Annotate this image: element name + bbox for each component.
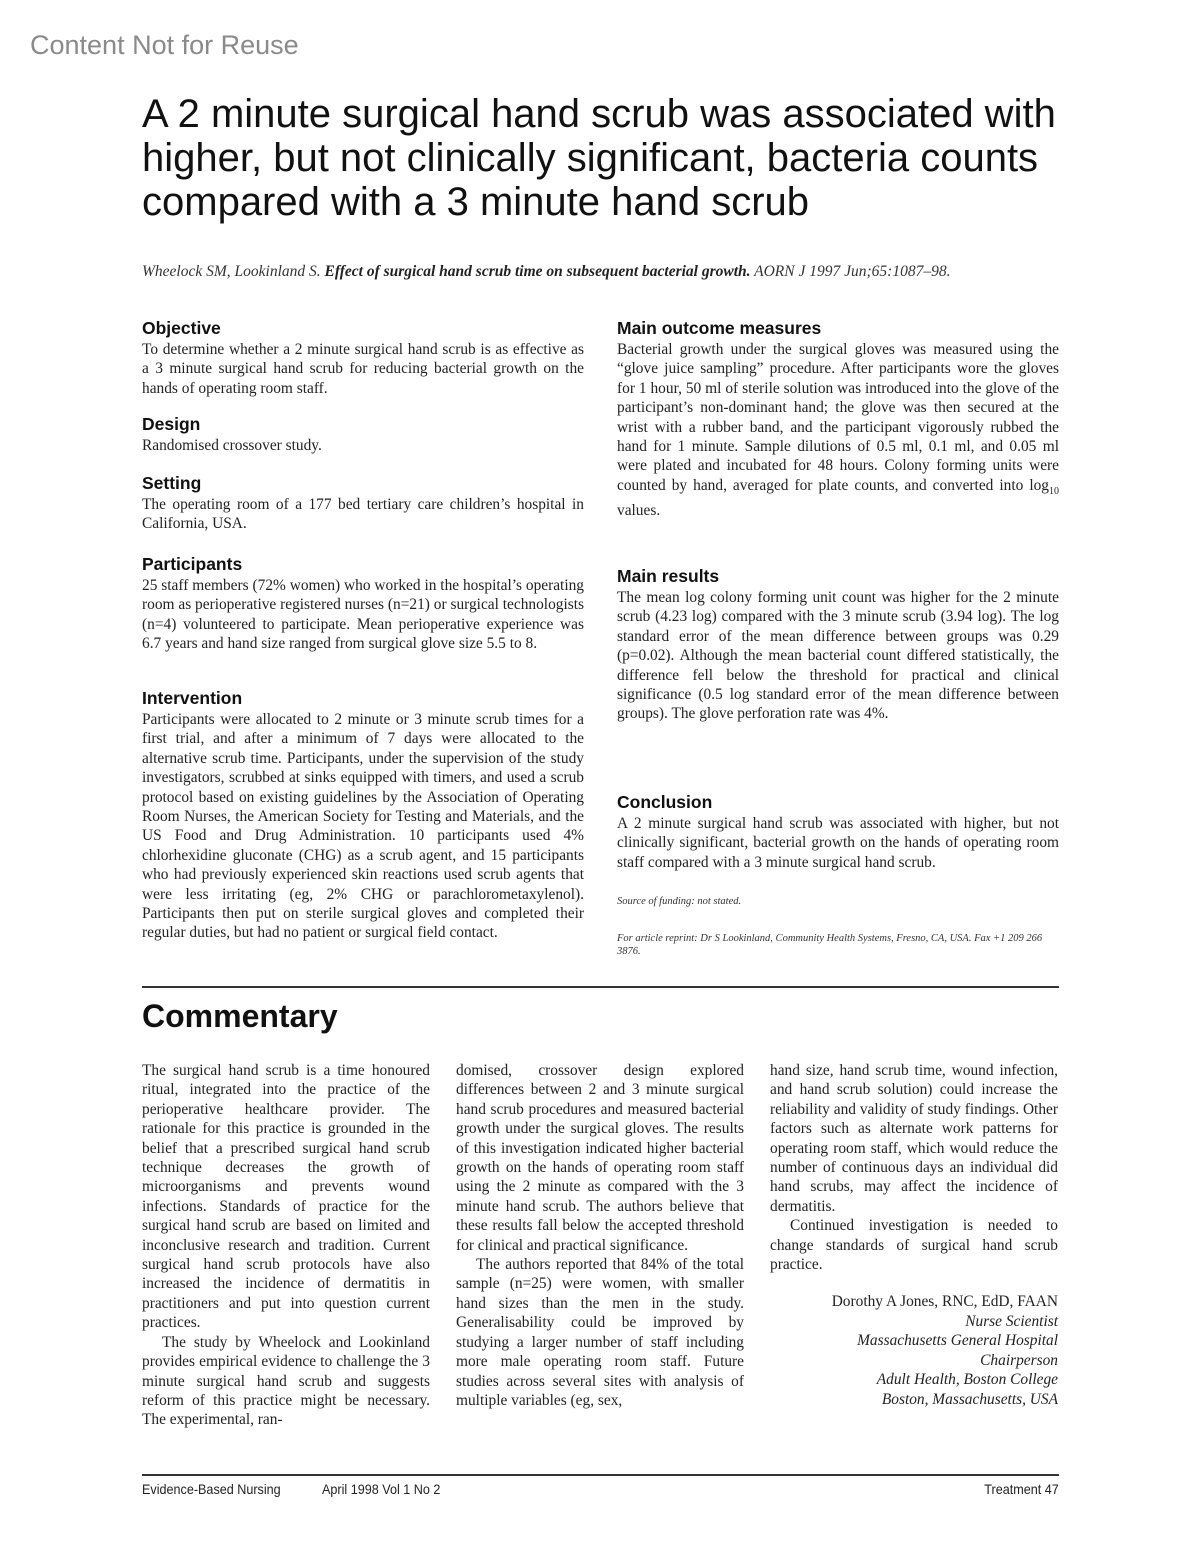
signature-role: Chairperson <box>980 1351 1058 1369</box>
footer-issue: April 1998 Vol 1 No 2 <box>322 1481 441 1497</box>
objective-section <box>142 318 584 398</box>
commentary-column-3 <box>770 1061 1058 1409</box>
outcome-measures-heading: Main outcome measures <box>617 318 822 338</box>
setting-section <box>142 473 584 534</box>
signature-name: Dorothy A Jones, RNC, EdD, FAAN <box>831 1293 1058 1311</box>
design-section <box>142 414 584 455</box>
citation-article-title: Effect of surgical hand scrub time on subsequent bacterial growth. <box>324 263 751 280</box>
commentary-column-2 <box>456 1061 744 1410</box>
commentary-paragraph: Continued investigation is needed to change standards of surgical hand scrub practice. <box>770 1217 1058 1274</box>
outcome-measures-section <box>617 318 1059 521</box>
commentary-paragraph: The authors reported that 84% of the total sample (n=25) were women, with smaller hand sizes than the men in the study. Generalisability could be improved by studying a larger number of staff including more male operating room staff. Future studies across several sites with analysis of multiple variables (eg, sex, <box>456 1256 744 1409</box>
author-signature <box>770 1292 1058 1408</box>
main-results-text: The mean log colony forming unit count was higher for the 2 minute scrub (4.23 log) compared with the 3 minute scrub (3.94 log). The log standard error of the mean difference between groups was 0.29 (p=0.02). Although the mean bacterial count differed statistically, the difference fell below the threshold for practical and clinical significance (0.5 log standard error of the mean difference between groups). The glove perforation rate was 4%. <box>617 589 1059 723</box>
commentary-paragraph: domised, crossover design explored differences between 2 and 3 minute surgical hand scrub procedures and measured bacterial growth under the surgical gloves. The results of this investigation indicated higher bacterial growth on the hands of operating room staff using the 2 minute as compared with the 3 minute hand scrub. The authors believe that these results fall below the accepted threshold for clinical and practical significance. <box>456 1062 744 1254</box>
design-text: Randomised crossover study. <box>142 437 322 454</box>
intervention-heading: Intervention <box>142 688 243 708</box>
commentary-paragraph: The surgical hand scrub is a time honoured ritual, integrated into the practice of the perioperative healthcare provider. The rationale for this practice is grounded in the belief that a prescribed surgical hand scrub technique decreases the growth of microorganisms and prevents wound infections. Standards of practice for the surgical hand scrub are based on limited and inconclusive research and tradition. Current surgical hand scrub protocols have also increased the incidence of dermatitis in practitioners and put into question current practices. <box>142 1062 430 1332</box>
citation-source: AORN J 1997 Jun;65:1087–98. <box>754 263 951 280</box>
outcome-measures-text-end: values. <box>617 502 661 520</box>
setting-heading: Setting <box>142 473 202 493</box>
design-heading: Design <box>142 414 201 434</box>
signature-affiliation: Massachusetts General Hospital <box>857 1332 1058 1350</box>
conclusion-text: A 2 minute surgical hand scrub was associated with higher, but not clinically significant, bacterial growth on the hands of operating room staff compared with a 3 minute surgical hand scrub. <box>617 815 1059 871</box>
intervention-section <box>142 688 584 943</box>
participants-section <box>142 554 584 654</box>
participants-text: 25 staff members (72% women) who worked in the hospital’s operating room as perioperative registered nurses (n=21) or surgical technologists (n=4) volunteered to participate. Mean perioperative experience was 6.7 years and hand size ranged from surgical glove size 5.5 to 8. <box>142 577 584 653</box>
commentary-column-1 <box>142 1061 430 1430</box>
outcome-measures-text-main: Bacterial growth under the surgical gloves was measured using the “glove juice sampling” procedure. After participants wore the gloves for 1 hour, 50 ml of sterile solution was introduced into the glove of the participant’s non-dominant hand; the glove was then secured at the wrist with a rubber band, and the participant vigorously rubbed the hand for 1 minute. Sample dilutions of 0.5 ml, 0.1 ml, and 0.05 ml were plated and incubated for 48 hours. Colony forming units were counted by hand, averaged for plate counts, and converted into log <box>617 341 1059 494</box>
signature-location: Boston, Massachusetts, USA <box>881 1390 1058 1408</box>
outcome-measures-text <box>617 340 1059 521</box>
main-results-heading: Main results <box>617 566 720 586</box>
section-divider <box>142 986 1059 988</box>
setting-text: The operating room of a 177 bed tertiary care children’s hospital in California, USA. <box>142 496 584 533</box>
conclusion-section <box>617 792 1059 872</box>
reprint-note: For article reprint: Dr S Lookinland, Community Health Systems, Fresno, CA, USA. Fax +1 209 266 3876. <box>617 933 1043 957</box>
page-title: A 2 minute surgical hand scrub was associated with higher, but not clinically significant, bacteria counts compared with a 3 minute hand scrub <box>142 92 1056 224</box>
intervention-text: Participants were allocated to 2 minute or 3 minute scrub times for a first trial, and after a minimum of 7 days were allocated to the alternative scrub time. Participants, under the supervision of the study investigators, scrubbed at sinks equipped with timers, and used a scrub protocol based on existing guidelines by the Association of Operating Room Nurses, the American Society for Testing and Materials, and the US Food and Drug Administration. 10 participants used 4% chlorhexidine gluconate (CHG) as a scrub agent, and 15 participants who had previously experienced skin reactions used scrub agents that were less irritating (eg, 2% CHG or parachlorometaxylenol). Participants then put on sterile surgical gloves and completed their regular duties, but had no patient or surgical field contact. <box>142 711 584 942</box>
citation-authors: Wheelock SM, Lookinland S. <box>142 263 321 280</box>
footer-divider <box>142 1474 1059 1476</box>
signature-role: Nurse Scientist <box>965 1312 1058 1330</box>
watermark: Content Not for Reuse <box>30 30 299 60</box>
footer-journal: Evidence-Based Nursing <box>142 1481 281 1497</box>
objective-heading: Objective <box>142 318 221 338</box>
citation <box>142 263 1082 281</box>
commentary-heading: Commentary <box>142 998 338 1034</box>
signature-affiliation: Adult Health, Boston College <box>876 1371 1058 1389</box>
funding-note: Source of funding: not stated. <box>617 896 742 907</box>
log-subscript: 10 <box>1049 485 1059 497</box>
objective-text: To determine whether a 2 minute surgical hand scrub is as effective as a 3 minute surgical hand scrub for reducing bacterial growth on the hands of operating room staff. <box>142 341 584 397</box>
commentary-paragraph: The study by Wheelock and Lookinland provides empirical evidence to challenge the 3 minute surgical hand scrub and suggests reform of this practice might be necessary. The experimental, ran- <box>142 1333 430 1429</box>
footer-section-page: Treatment 47 <box>984 1481 1059 1497</box>
commentary-paragraph: hand size, hand scrub time, wound infection, and hand scrub solution) could increase the reliability and validity of study findings. Other factors such as alternate work patterns for operating room staff, which would reduce the number of continuous days an individual did hand scrubs, may affect the incidence of dermatitis. <box>770 1062 1058 1215</box>
main-results-section <box>617 566 1059 724</box>
conclusion-heading: Conclusion <box>617 792 713 812</box>
participants-heading: Participants <box>142 554 243 574</box>
